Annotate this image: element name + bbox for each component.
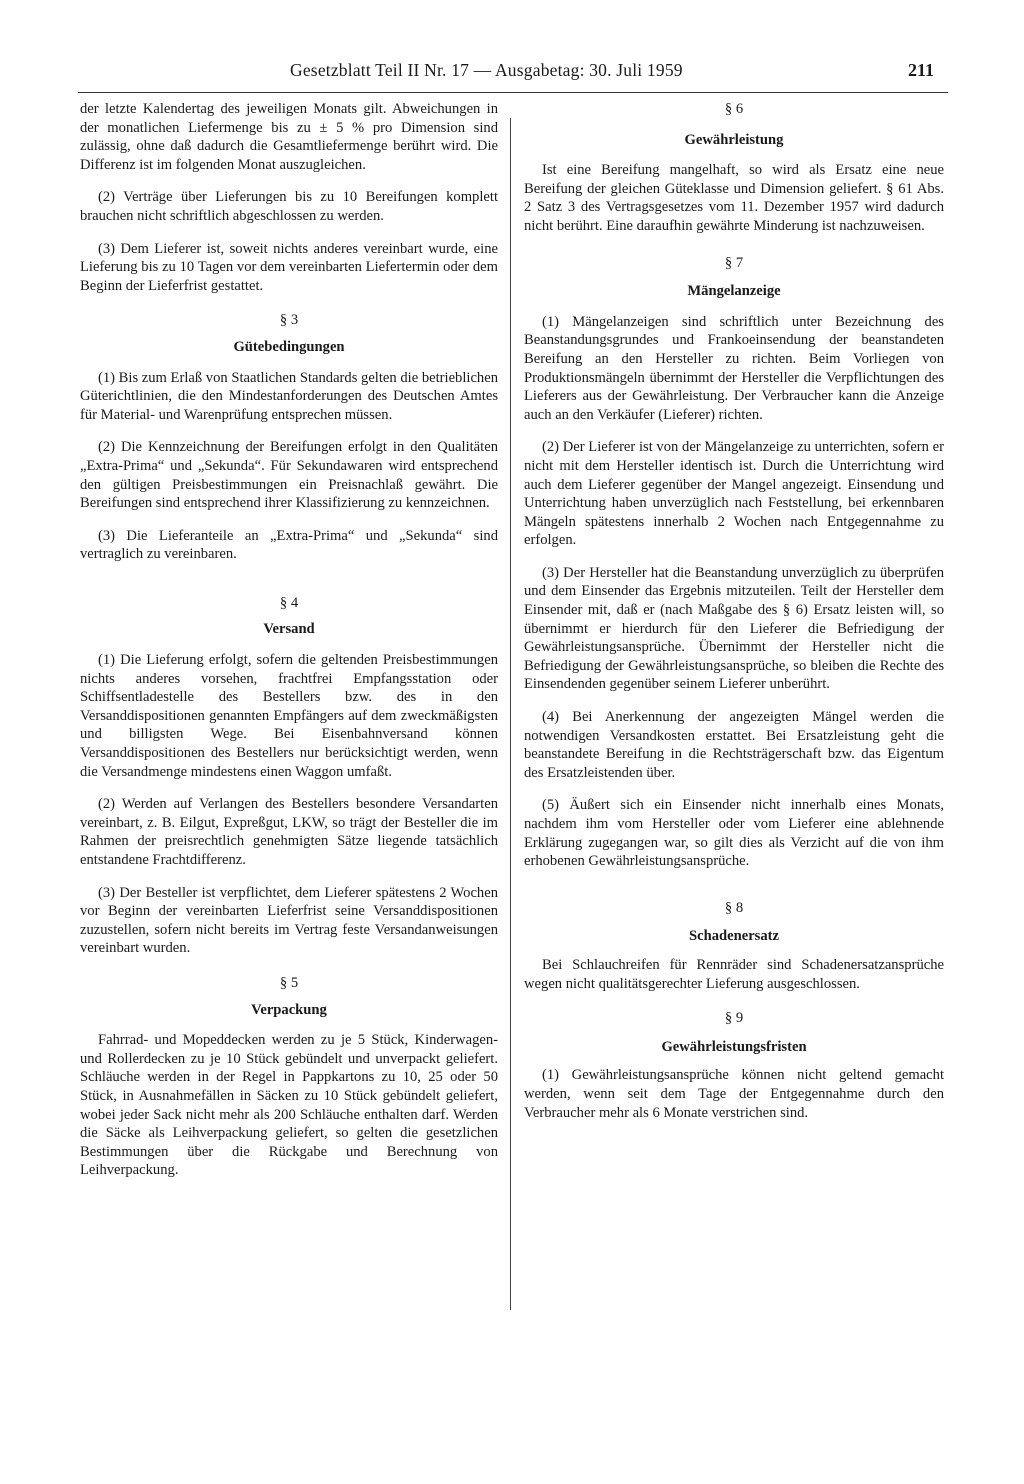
section-title: Gewährleistungsfristen [661,1038,807,1055]
paragraph: (1) Die Lieferung erfolgt, sofern die geltenden Preisbestimmungen nichts anderes vorsehen, frachtfrei Empfangsstation oder Schiffsentladestelle des Bestellers bzw. des in den Versanddispositionen genannten Empfängers auf dem zweckmäßigsten und billigsten Wege. Bei Eisenbahnversand können Versanddispositionen des Bestellers nur berücksichtigt werden, wenn die Versandmenge mindestens einen Waggon umfaßt. [80,652,498,780]
paragraph: (2) Werden auf Verlangen des Bestellers besondere Versandarten vereinbart, z. B. Eilgut, Expreßgut, LKW, so trägt der Besteller die im Rahmen der preisrechtlich genehmigten Sätze liegende tatsächlich entstandene Frachtdifferenz. [80,796,498,868]
paragraph: (1) Bis zum Erlaß von Staatlichen Standards gelten die betrieblichen Güterichtlinien, die den Mindestanforderungen des Deutschen Amtes für Material- und Warenprüfung entsprechen müssen. [80,369,498,423]
right-column [524,100,944,1122]
paragraph: Fahrrad- und Mopeddecken werden zu je 5 Stück, Kinderwagen- und Rollerdecken zu je 10 Stück gebündelt und unverpackt geliefert. Schläuche werden in der Regel in Pappkartons zu 10, 25 oder 50 Stück, in Ausnahmefällen in Säcken zu 10 Stück gebündelt geliefert, wobei jeder Sack nicht mehr als 200 Schläuche enthalten darf. Werden die Säcke als Leihverpackung geliefert, so gelten die gesetzlichen Bestimmungen über die Rückgabe und Berechnung von Leihverpackung. [80,1032,498,1179]
section-number: § 3 [279,312,299,329]
paragraph: (3) Dem Lieferer ist, soweit nichts anderes vereinbart wurde, eine Lieferung bis zu 10 Tagen vor dem vereinbarten Liefertermin oder dem Beginn der Lieferfrist gestattet. [80,240,498,294]
paragraph: (3) Die Lieferanteile an „Extra-Prima“ und „Sekunda“ sind vertraglich zu vereinbaren. [80,527,498,563]
paragraph: (1) Mängelanzeigen sind schriftlich unter Bezeichnung des Beanstandungsgrundes und Frankoeinsendung der beanstandeten Bereifung an den Hersteller zu richten. Beim Vorliegen von Produktionsmängeln übernimmt der Hersteller die Verpflichtungen des Lieferers aus der Gewährleistung. Der Verbraucher kann die Anzeige auch an den Verkäufer (Lieferer) richten. [524,313,944,423]
column-divider [510,118,511,1310]
paragraph-intro: der letzte Kalendertag des jeweiligen Monats gilt. Abweichungen in der monatlichen Liefermenge bis zu ± 5 % pro Dimension sind zulässig, ohne daß dadurch die Gesamtliefermenge berührt wird. Die Differenz ist im folgenden Monat auszugleichen. [80,101,498,173]
paragraph: (3) Der Hersteller hat die Beanstandung unverzüglich zu überprüfen und dem Einsender das Ergebnis mitzuteilen. Teilt der Hersteller dem Einsender mit, daß er (nach Maßgabe des § 6) Ersatz leisten will, so übernimmt er hierdurch für den Lieferer die Befriedigung der Gewährleistungsansprüche. Übernimmt der Hersteller nicht die Befriedigung der Gewährleistungsansprüche, so bleiben die Rechte des Einsendenden gegenüber seinem Lieferer unberührt. [524,564,944,693]
section-number: § 9 [724,1010,744,1027]
section-title: Schadenersatz [689,928,779,945]
section-title: Gewährleistung [684,131,784,148]
section-title: Verpackung [251,1001,327,1018]
paragraph: (4) Bei Anerkennung der angezeigten Mängel werden die notwendigen Versandkosten erstattet. Bei Ersatzleistung geht die beanstandete Bereifung in die Rechtsträgerschaft bzw. das Eigentum des Ersatzleistenden über. [524,709,944,781]
header-rule [78,92,948,93]
left-column [80,100,498,1180]
paragraph: (1) Gewährleistungsansprüche können nicht geltend gemacht werden, wenn seit dem Tage der Entgegennahme durch den Verbraucher mehr als 6 Monate verstrichen sind. [524,1067,944,1121]
paragraph: (5) Äußert sich ein Einsender nicht innerhalb eines Monats, nachdem ihm vom Hersteller oder vom Lieferer eine ablehnende Erklärung zugegangen war, so gilt dies als Verzicht auf die von ihm erhobenen Gewährleistungsansprüche. [524,797,944,870]
page-number: 211 [908,60,935,80]
page-header [0,0,1024,96]
section-number: § 4 [279,594,299,611]
paragraph: (2) Die Kennzeichnung der Bereifungen erfolgt in den Qualitäten „Extra-Prima“ und „Sekunda“. Für Sekundawaren wird entsprechend den gültigen Preisbestimmungen ein Preisnachlaß gewährt. Die Bereifungen sind entsprechend ihrer Klassifizierung zu kennzeichnen. [80,439,498,512]
running-header: Gesetzblatt Teil II Nr. 17 — Ausgabetag: 30. Juli 1959 [290,60,683,80]
section-title: Gütebedingungen [233,338,345,355]
paragraph: (2) Verträge über Lieferungen bis zu 10 Bereifungen komplett brauchen nicht schriftlich abgeschlossen zu werden. [80,189,498,224]
section-number: § 7 [724,254,744,271]
section-title: Versand [263,621,315,638]
section-title: Mängelanzeige [687,283,781,300]
section-number: § 8 [724,899,744,916]
section-number: § 5 [279,974,299,991]
paragraph: (2) Der Lieferer ist von der Mängelanzeige zu unterrichten, sofern er nicht mit dem Hersteller identisch ist. Durch die Unterrichtung wird auch dem Lieferer gegenüber der Mangel angezeigt. Einsendung und Unterrichtung haben unverzüglich nach Feststellung, bei erkennbaren Mängeln spätestens innerhalb 2 Wochen nach Entgegennahme zu erfolgen. [524,439,944,549]
paragraph: Ist eine Bereifung mangelhaft, so wird als Ersatz eine neue Bereifung der gleichen Güteklasse und Dimension geliefert. § 61 Abs. 2 Satz 3 des Vertragsgesetzes vom 11. Dezember 1957 wird dadurch nicht berührt. Eine daraufhin gewährte Minderung ist nachzuweisen. [524,162,944,234]
section-number: § 6 [724,101,744,117]
paragraph: (3) Der Besteller ist verpflichtet, dem Lieferer spätestens 2 Wochen vor Beginn der vereinbarten Lieferfrist seine Versanddispositionen zuzustellen, sofern nicht bereits im Vertrag feste Versandanweisungen vereinbart wurden. [80,884,498,957]
paragraph: Bei Schlauchreifen für Rennräder sind Schadenersatzansprüche wegen nicht qualitätsgerechter Lieferung ausgeschlossen. [524,956,944,992]
